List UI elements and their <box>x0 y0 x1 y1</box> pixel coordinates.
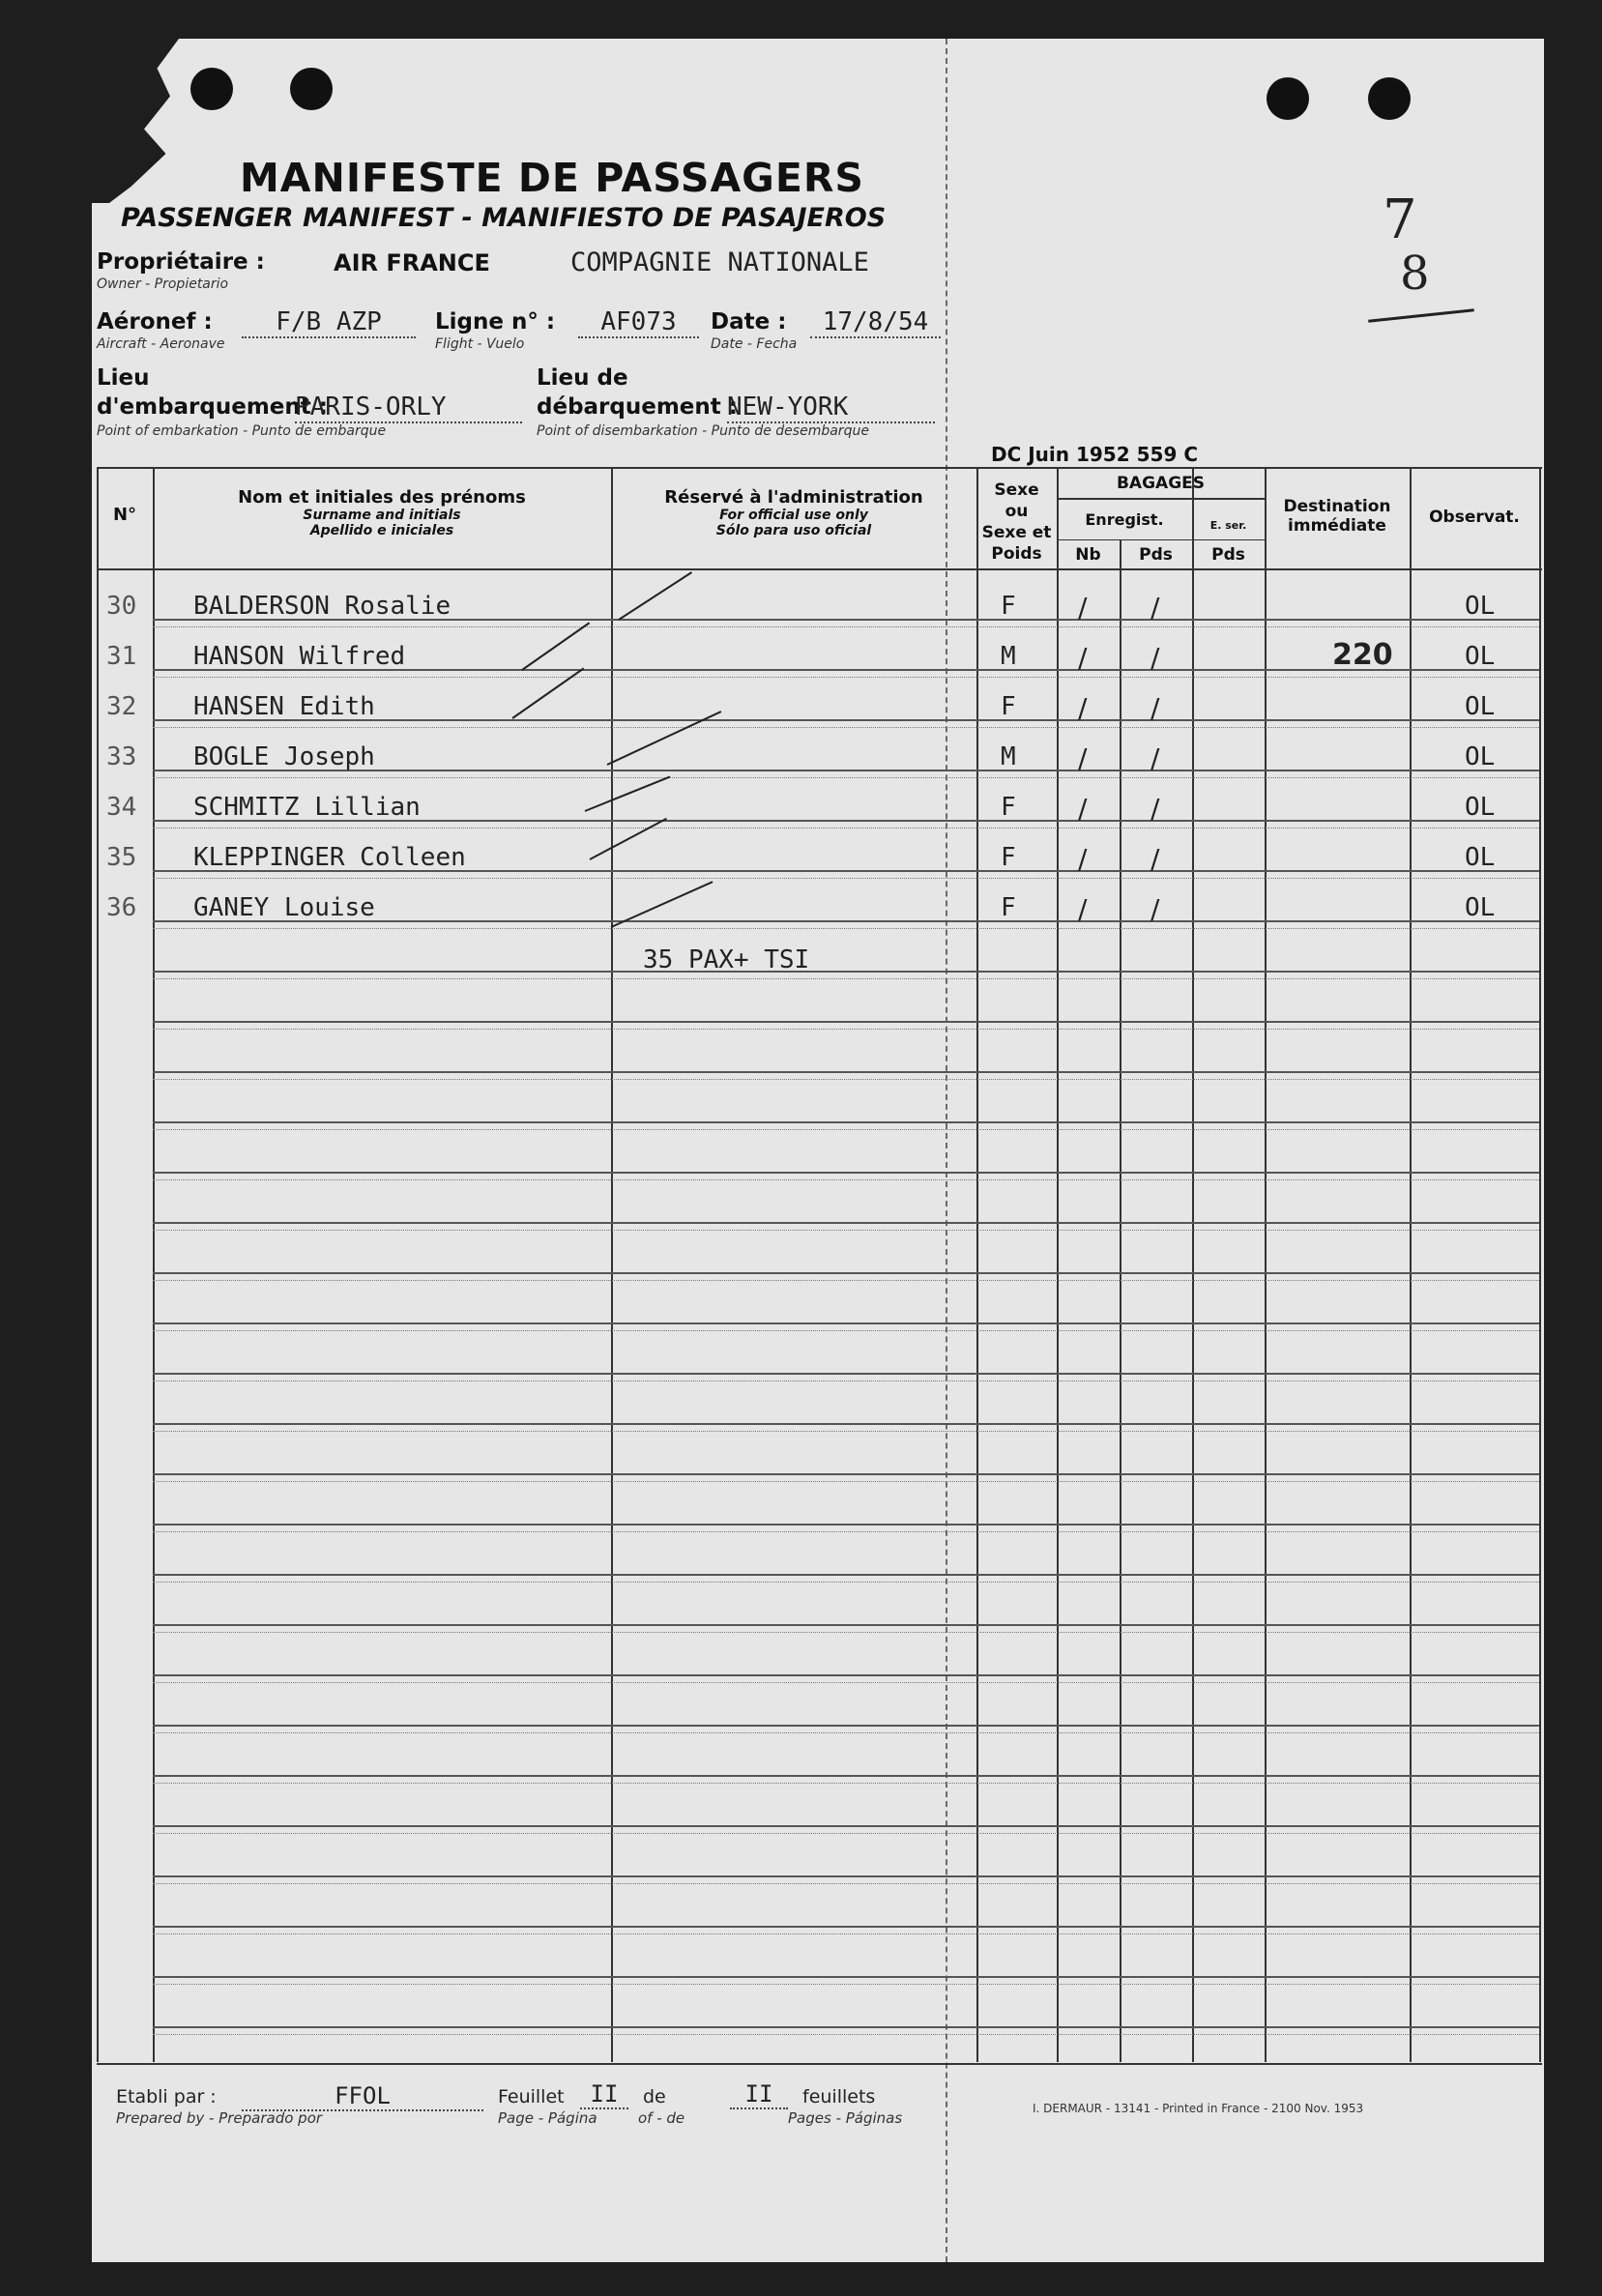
prepared-value: FFOL <box>242 2082 483 2111</box>
ruled-line-dotted <box>153 1179 1539 1180</box>
row-number: 35 <box>106 843 137 872</box>
col-header-sex: Sexe ou Sexe et Poids <box>981 480 1052 564</box>
sheet-label: Feuillet <box>498 2086 565 2107</box>
embark-value: PARIS-ORLY <box>295 392 522 423</box>
baggage-pds: / <box>1151 642 1160 674</box>
passenger-sex: M <box>1001 742 1016 771</box>
passenger-summary: 35 PAX+ TSI <box>643 945 810 974</box>
ruled-line <box>153 1875 1539 1877</box>
baggage-pds: / <box>1151 893 1160 925</box>
registered-header-rule <box>1057 539 1265 540</box>
ruled-line-dotted <box>153 1783 1539 1784</box>
passenger-name: SCHMITZ Lillian <box>193 793 421 822</box>
ruled-line <box>153 1121 1539 1123</box>
ruled-line-dotted <box>153 1933 1539 1934</box>
passenger-sex: M <box>1001 642 1016 671</box>
col-header-extra: E. ser. <box>1209 519 1247 532</box>
observation: OL <box>1465 592 1496 621</box>
baggage-pds: / <box>1151 742 1160 774</box>
ruled-line <box>153 1322 1539 1324</box>
baggage-nb: / <box>1078 793 1088 825</box>
date-label: Date : <box>711 309 787 334</box>
ruled-line-dotted <box>153 1883 1539 1884</box>
ruled-line-dotted <box>153 1833 1539 1834</box>
ruled-line-dotted <box>153 1079 1539 1080</box>
handwritten-note-top: 7 <box>1383 189 1417 251</box>
col-header-pds: Pds <box>1139 545 1173 565</box>
ruled-line-dotted <box>153 1632 1539 1633</box>
prepared-label: Etabli par : <box>116 2086 217 2107</box>
manifest-sheet <box>92 39 1544 2262</box>
passenger-sex: F <box>1001 843 1016 872</box>
baggage-nb: / <box>1078 642 1088 674</box>
passenger-sex: F <box>1001 692 1016 721</box>
table-header-border <box>97 568 1542 570</box>
col-header-admin: Réservé à l'administration For official use only Sólo para uso oficial <box>664 487 923 538</box>
baggage-pds: / <box>1151 843 1160 875</box>
ruled-line-dotted <box>153 878 1539 879</box>
ruled-line <box>153 1825 1539 1827</box>
punch-hole-right-1 <box>1267 77 1309 120</box>
passenger-sex: F <box>1001 893 1016 922</box>
ruled-line <box>153 1373 1539 1375</box>
baggage-header-rule <box>1057 498 1265 500</box>
ruled-line <box>153 2026 1539 2028</box>
owner-caption: Owner - Propietario <box>97 276 229 292</box>
baggage-nb: / <box>1078 843 1088 875</box>
flight-value: AF073 <box>578 307 699 338</box>
page-title: MANIFESTE DE PASSAGERS <box>240 155 864 201</box>
aircraft-label: Aéronef : <box>97 309 213 334</box>
pages-caption: Pages - Páginas <box>788 2109 903 2127</box>
col-line-left <box>97 467 99 2062</box>
of-caption: of - de <box>638 2109 685 2127</box>
ruled-line-dotted <box>153 626 1539 627</box>
row-number: 36 <box>106 893 137 922</box>
sheet-caption: Page - Página <box>498 2109 597 2127</box>
row-number: 32 <box>106 692 137 721</box>
owner-value: AIR FRANCE <box>334 249 490 276</box>
ruled-line <box>153 1272 1539 1274</box>
passenger-name: HANSEN Edith <box>193 692 375 721</box>
ruled-line-dotted <box>153 1129 1539 1130</box>
ruled-line-dotted <box>153 1984 1539 1985</box>
disembark-caption: Point of disembarkation - Punto de desembarque <box>537 423 869 439</box>
ruled-line-dotted <box>153 1682 1539 1683</box>
observation: OL <box>1465 742 1496 771</box>
col-header-observ: Observat. <box>1429 508 1520 527</box>
observation: OL <box>1465 843 1496 872</box>
passenger-name: HANSON Wilfred <box>193 642 406 671</box>
flight-label: Ligne n° : <box>435 309 556 334</box>
baggage-pds: / <box>1151 692 1160 724</box>
col-header-name: Nom et initiales des prénoms Surname and initials Apellido e iniciales <box>238 487 526 538</box>
ruled-line-dotted <box>153 1330 1539 1331</box>
prepared-caption: Prepared by - Preparado por <box>116 2109 323 2127</box>
footer-rule <box>97 2063 1542 2065</box>
destination: 220 <box>1332 638 1393 672</box>
ruled-line-dotted <box>153 777 1539 778</box>
ruled-line <box>153 1473 1539 1475</box>
aircraft-caption: Aircraft - Aeronave <box>97 336 225 352</box>
embark-caption: Point of embarkation - Punto de embarque <box>97 423 387 439</box>
ruled-line <box>153 1725 1539 1727</box>
passenger-name: GANEY Louise <box>193 893 375 922</box>
col-header-nb: Nb <box>1075 545 1101 565</box>
baggage-pds: / <box>1151 793 1160 825</box>
col-header-no: N° <box>112 505 137 525</box>
flight-caption: Flight - Vuelo <box>435 336 525 352</box>
row-number: 31 <box>106 642 137 671</box>
col-line-destination <box>1410 467 1412 2062</box>
embark-label-2: d'embarquement : <box>97 394 328 420</box>
observation: OL <box>1465 793 1496 822</box>
ruled-line-dotted <box>153 1431 1539 1432</box>
of-value: II <box>730 2080 788 2109</box>
ruled-line <box>153 1775 1539 1777</box>
passenger-name: KLEPPINGER Colleen <box>193 843 466 872</box>
col-line-admin <box>976 467 978 2062</box>
col-line-right <box>1539 467 1541 2062</box>
observation: OL <box>1465 642 1496 671</box>
col-line-name <box>611 467 613 2062</box>
baggage-nb: / <box>1078 692 1088 724</box>
ruled-line-dotted <box>153 1481 1539 1482</box>
col-line-extra <box>1265 467 1267 2062</box>
ruled-line-dotted <box>153 1531 1539 1532</box>
ruled-line <box>153 1222 1539 1224</box>
ruled-line-dotted <box>153 978 1539 979</box>
ruled-line-dotted <box>153 2034 1539 2035</box>
col-line-sex <box>1057 467 1059 2062</box>
baggage-nb: / <box>1078 742 1088 774</box>
table-top-border <box>97 467 1542 469</box>
ruled-line <box>153 1172 1539 1174</box>
disembark-value: NEW-YORK <box>727 392 935 423</box>
punch-hole-left-1 <box>190 68 233 110</box>
ruled-line <box>153 1021 1539 1023</box>
ruled-line-dotted <box>153 727 1539 728</box>
date-value: 17/8/54 <box>810 307 941 338</box>
date-caption: Date - Fecha <box>711 336 798 352</box>
page-subtitle: PASSENGER MANIFEST - MANIFIESTO DE PASAJEROS <box>121 203 887 233</box>
row-number: 33 <box>106 742 137 771</box>
ruled-line <box>153 1624 1539 1626</box>
ruled-line-dotted <box>153 1029 1539 1030</box>
baggage-pds: / <box>1151 592 1160 624</box>
ruled-line-dotted <box>153 1230 1539 1231</box>
punch-hole-left-2 <box>290 68 333 110</box>
punch-hole-right-2 <box>1368 77 1411 120</box>
owner-label: Propriétaire : <box>97 249 265 275</box>
passenger-name: BOGLE Joseph <box>193 742 375 771</box>
col-header-registered: Enregist. <box>1085 510 1164 529</box>
ruled-line <box>153 1071 1539 1073</box>
ruled-line <box>153 1574 1539 1576</box>
form-reference: DC Juin 1952 559 C <box>991 443 1198 466</box>
row-number: 34 <box>106 793 137 822</box>
ruled-line-dotted <box>153 1582 1539 1583</box>
col-header-extra-pds: Pds <box>1211 545 1245 565</box>
ruled-line <box>153 1423 1539 1425</box>
disembark-label-2: débarquement : <box>537 394 738 420</box>
observation: OL <box>1465 692 1496 721</box>
of-label: de <box>643 2086 666 2107</box>
ruled-line <box>153 1976 1539 1978</box>
ruled-line <box>153 1674 1539 1676</box>
ruled-line-dotted <box>153 1732 1539 1733</box>
fold-line <box>946 39 947 2262</box>
pages-label: feuillets <box>802 2086 876 2107</box>
baggage-nb: / <box>1078 893 1088 925</box>
passenger-sex: F <box>1001 793 1016 822</box>
observation: OL <box>1465 893 1496 922</box>
owner-typed: COMPAGNIE NATIONALE <box>570 247 869 277</box>
ruled-line-dotted <box>153 928 1539 929</box>
ruled-line <box>153 1524 1539 1526</box>
col-header-destination: Destination immédiate <box>1283 497 1391 536</box>
aircraft-value: F/B AZP <box>242 307 416 338</box>
passenger-name: BALDERSON Rosalie <box>193 592 451 621</box>
ruled-line-dotted <box>153 1280 1539 1281</box>
col-line-no <box>153 467 155 2062</box>
embark-label-1: Lieu <box>97 365 150 391</box>
col-header-baggage: BAGAGES <box>1116 474 1206 493</box>
col-line-registered <box>1192 467 1194 2062</box>
row-number: 30 <box>106 592 137 621</box>
sheet-value: II <box>580 2080 628 2109</box>
baggage-nb: / <box>1078 592 1088 624</box>
passenger-sex: F <box>1001 592 1016 621</box>
handwritten-note-bottom: 8 <box>1400 247 1430 301</box>
ruled-line <box>153 1926 1539 1928</box>
ruled-line <box>153 971 1539 973</box>
disembark-label-1: Lieu de <box>537 365 628 391</box>
printer-imprint: I. DERMAUR - 13141 - Printed in France - 2100 Nov. 1953 <box>1033 2102 1364 2115</box>
ruled-line-dotted <box>153 677 1539 678</box>
